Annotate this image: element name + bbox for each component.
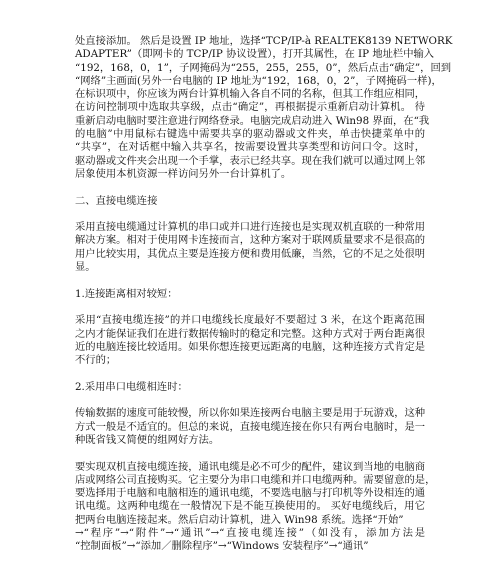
text-line: →“程序”→“附件”→“通讯”→“直接电缆连接”（如没有，添加方法是 xyxy=(75,526,425,539)
text-line: 讯电缆。这两种电缆在一般情况下是不能互换使用的。 买好电缆线后，用它 xyxy=(75,500,425,513)
text-line: 重新启动电脑时要注意进行网络登录。电脑完成启动进入 Win98 界面，在“我 xyxy=(75,114,430,127)
text-line: “网络”主画面(另外一台电脑的 IP 地址为“192，168，0，2”，子网掩码一样)， xyxy=(75,74,442,87)
text-line: 解决方案。相对于使用网卡连接而言，这种方案对于联网质量要求不是很高的 xyxy=(75,234,426,247)
point-1-title xyxy=(75,288,425,301)
text-line: 采用直接电缆通过计算机的串口或并口进行连接也是实现双机直联的一种常用 xyxy=(75,221,426,234)
text-line: ADAPTER”（即网卡的 TCP/IP 协议设置），打开其属性，在 IP 地址栏中输入 xyxy=(75,48,435,61)
text-line: 近的电脑连接比较适用。如果你想连接更远距离的电脑，这种连接方式肯定是 xyxy=(75,340,426,353)
text-line: 不行的； xyxy=(75,354,117,367)
text-line: 在访问控制项中选取共享级，点击“确定”，再根据提示重新启动计算机。 待 xyxy=(75,101,425,114)
text-line: 种既省钱又简便的组网好方法。 xyxy=(75,433,220,446)
text-line: 驱动器或文件夹会出现一个手掌，表示已经共享。现在我们就可以通过网上邻 xyxy=(75,154,426,167)
point-1-paragraph xyxy=(75,314,425,367)
text-line: 显。 xyxy=(75,261,96,274)
text-line: 要选择用于电脑和电脑相连的通讯电缆，不要选电脑与打印机等外设相连的通 xyxy=(75,487,426,500)
document-page xyxy=(75,35,453,554)
text-line: “共享”，在对话框中输入共享名，按需要设置共享类型和访问口令。这时， xyxy=(75,141,425,154)
cable-intro-paragraph xyxy=(75,221,425,274)
point-2-paragraph xyxy=(75,407,425,447)
point-title-text: 2.采用串口电缆相连时： xyxy=(75,380,188,393)
text-line: “控制面板”→“添加／删除程序”→“Windows 安装程序”→“通讯” xyxy=(75,540,369,553)
text-line: 店或网络公司直接购买。它主要分为串口电缆和并口电缆两种。需要留意的是， xyxy=(75,473,436,486)
text-line: 处直接添加。 然后是设置 IP 地址，选择“TCP/IP-à REALTEK8139 NETWORK xyxy=(75,35,453,47)
text-line: 居象使用本机资源一样访问另外一台计算机了。 xyxy=(75,167,292,180)
text-line: 在标识项中，你应该为两台计算机输入各自不同的名称，但其工作组应相同， xyxy=(75,88,426,101)
text-line: 传输数据的速度可能较慢，所以你如果连接两台电脑主要是用于玩游戏，这种 xyxy=(75,407,426,420)
section-heading xyxy=(75,195,425,208)
section-heading-text: 二、直接电缆连接 xyxy=(75,194,158,207)
text-line: 之内才能保证我们在进行数据传输时的稳定和完整。这种方式对于两台距离很 xyxy=(75,327,426,340)
cable-setup-paragraph xyxy=(75,460,436,554)
network-share-paragraph xyxy=(75,35,453,181)
text-line: 方式一般是不适宜的。但总的来说，直接电缆连接在你只有两台电脑时，是一 xyxy=(75,420,426,433)
point-2-title xyxy=(75,381,425,394)
text-line: 的电脑”中用鼠标右键选中需要共享的驱动器或文件夹，单击快捷菜单中的 xyxy=(75,128,425,141)
text-line: 要实现双机直接电缆连接，通讯电缆是必不可少的配件，建议到当地的电脑商 xyxy=(75,460,426,473)
text-line: 用户比较实用，其优点主要是连接方便和费用低廉，当然，它的不足之处很明 xyxy=(75,247,426,260)
text-line: 把两台电脑连接起来。然后启动计算机，进入 Win98 系统。选择“开始” xyxy=(75,513,404,526)
text-line: 采用“直接电缆连接”的并口电缆线长度最好不要超过 3 米，在这个距离范围 xyxy=(75,314,425,327)
text-line: “192，168，0，1”，子网掩码为“255，255，255，0”，然后点击“确定”，回到 xyxy=(75,61,452,74)
point-title-text: 1.连接距离相对较短： xyxy=(75,287,178,300)
